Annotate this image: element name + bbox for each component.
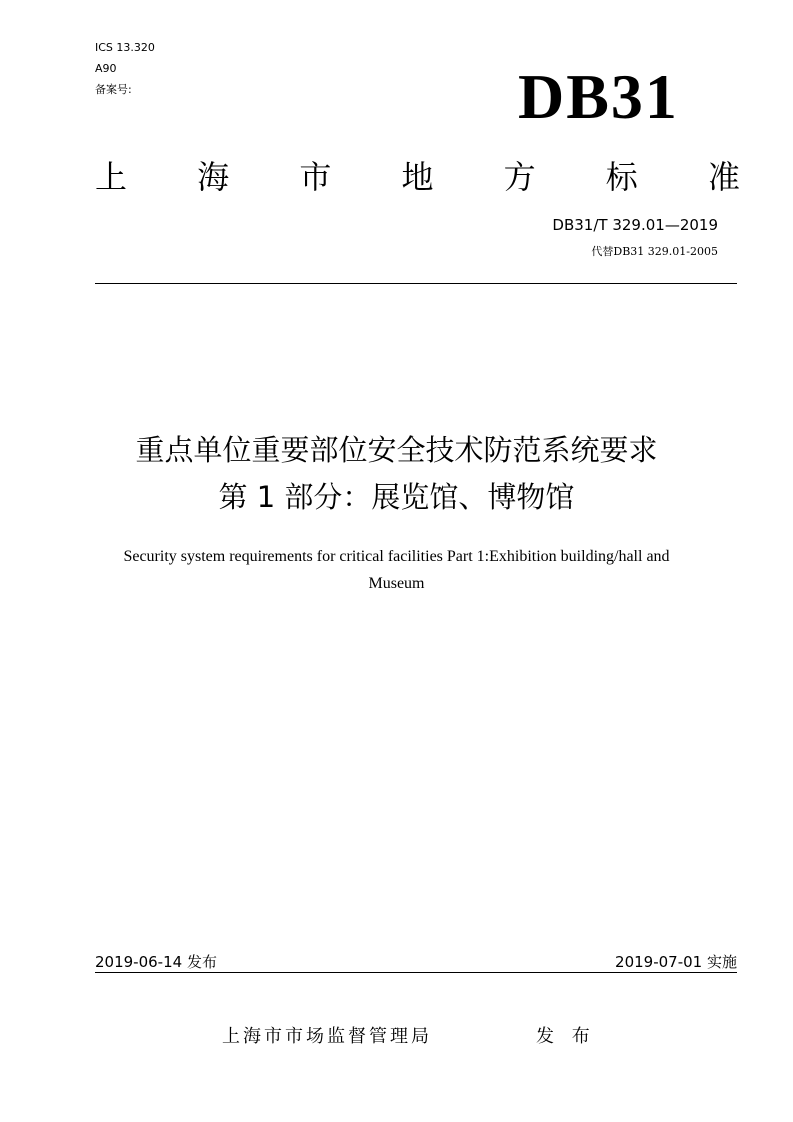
standard-type-char: 上 bbox=[95, 158, 128, 196]
title-en-line2: Museum bbox=[368, 575, 425, 592]
standard-type-char: 海 bbox=[197, 158, 230, 196]
ccs-code: A90 bbox=[95, 62, 117, 75]
replaces-standard: 代替DB31 329.01-2005 bbox=[591, 245, 718, 258]
standard-type-char: 标 bbox=[605, 158, 638, 196]
standard-type-char: 方 bbox=[503, 158, 536, 196]
standard-number: DB31/T 329.01—2019 bbox=[552, 216, 718, 234]
standard-type-title bbox=[95, 150, 740, 200]
release-date: 2019-06-14 发布 bbox=[95, 953, 217, 971]
implement-date: 2019-07-01 实施 bbox=[615, 953, 737, 971]
standard-type-char: 地 bbox=[401, 158, 434, 196]
db31-logo: DB31 bbox=[518, 61, 679, 132]
ics-code: ICS 13.320 bbox=[95, 41, 155, 54]
standard-type-char: 市 bbox=[299, 158, 332, 196]
standard-type-char: 准 bbox=[707, 158, 740, 196]
footer-divider bbox=[95, 972, 737, 973]
issuing-authority: 上海市市场监督管理局 bbox=[222, 1026, 432, 1047]
title-en-line1: Security system requirements for critical facilities Part 1:Exhibition building/hall and bbox=[123, 548, 670, 565]
title-cn-line2: 第 1 部分：展览馆、博物馆 bbox=[218, 480, 575, 514]
filing-number-label: 备案号: bbox=[95, 83, 132, 96]
title-cn-line1: 重点单位重要部位安全技术防范系统要求 bbox=[135, 433, 658, 467]
issue-label: 发 布 bbox=[536, 1026, 596, 1047]
header-divider bbox=[95, 283, 737, 284]
